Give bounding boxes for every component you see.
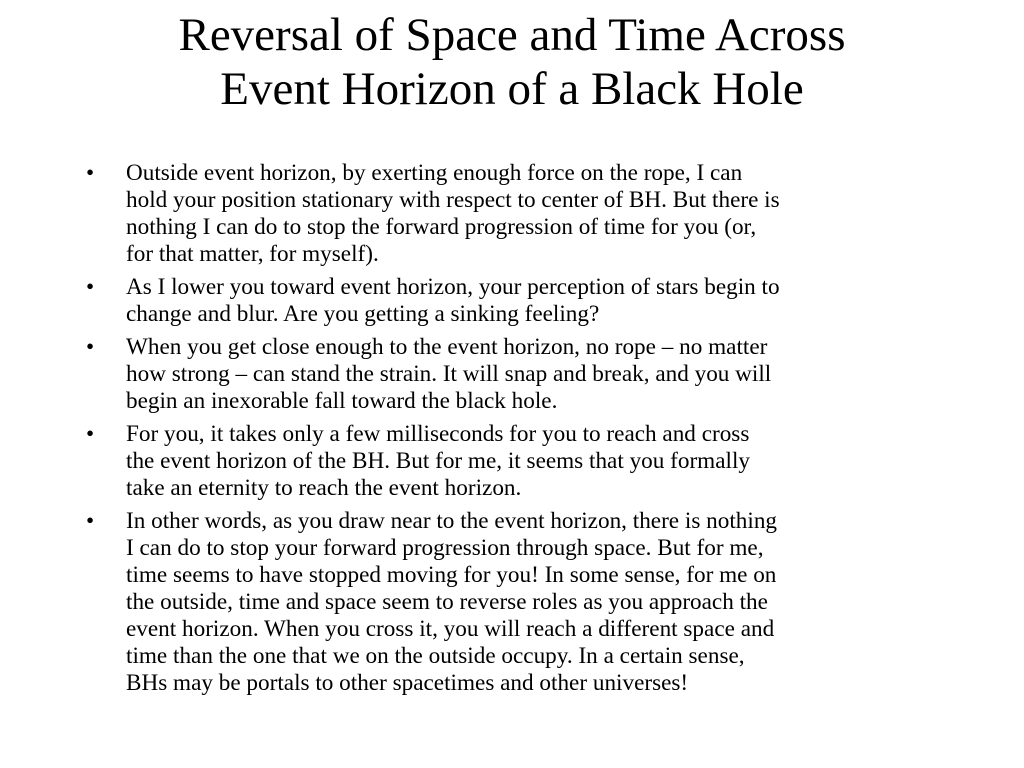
slide-title	[60, 8, 964, 116]
bullet-text-line: time seems to have stopped moving for you! In some sense, for me on	[126, 562, 777, 588]
bullet-text-line: begin an inexorable fall toward the black hole.	[126, 388, 558, 414]
bullet-text-line: For you, it takes only a few milliseconds for you to reach and cross	[126, 421, 750, 447]
bullet-text-line: event horizon. When you cross it, you will reach a different space and	[126, 616, 775, 642]
bullet-text-line: Outside event horizon, by exerting enough force on the rope, I can	[126, 160, 743, 186]
bullet-dot-icon: •	[86, 274, 95, 300]
bullet-text-line: BHs may be portals to other spacetimes and other universes!	[126, 670, 689, 696]
bullet-dot-icon: •	[86, 508, 95, 534]
bullet-text-line: I can do to stop your forward progression through space. But for me,	[126, 535, 764, 561]
bullet-dot-icon: •	[86, 421, 95, 447]
bullet-text-line: time than the one that we on the outside occupy. In a certain sense,	[126, 643, 745, 669]
bullet-item	[86, 334, 956, 415]
bullet-text-line: the outside, time and space seem to reverse roles as you approach the	[126, 589, 768, 615]
bullet-item	[86, 508, 956, 697]
bullet-item	[86, 160, 956, 268]
title-line: Event Horizon of a Black Hole	[220, 63, 804, 115]
title-line: Reversal of Space and Time Across	[178, 9, 846, 61]
bullet-dot-icon: •	[86, 160, 95, 186]
bullet-text-line: the event horizon of the BH. But for me, it seems that you formally	[126, 448, 750, 474]
bullet-item	[86, 274, 956, 328]
bullet-text-line: change and blur. Are you getting a sinking feeling?	[126, 301, 600, 327]
bullet-item	[86, 421, 956, 502]
bullet-text-line: how strong – can stand the strain. It will snap and break, and you will	[126, 361, 772, 387]
bullet-list	[86, 160, 956, 703]
bullet-text-line: take an eternity to reach the event horizon.	[126, 475, 522, 501]
bullet-text-line: As I lower you toward event horizon, your perception of stars begin to	[126, 274, 780, 300]
bullet-dot-icon: •	[86, 334, 95, 360]
bullet-text-line: In other words, as you draw near to the event horizon, there is nothing	[126, 508, 778, 534]
bullet-text-line: nothing I can do to stop the forward progression of time for you (or,	[126, 214, 757, 240]
bullet-text-line: for that matter, for myself).	[126, 241, 379, 267]
bullet-text-line: When you get close enough to the event horizon, no rope – no matter	[126, 334, 768, 360]
bullet-text-line: hold your position stationary with respect to center of BH. But there is	[126, 187, 780, 213]
